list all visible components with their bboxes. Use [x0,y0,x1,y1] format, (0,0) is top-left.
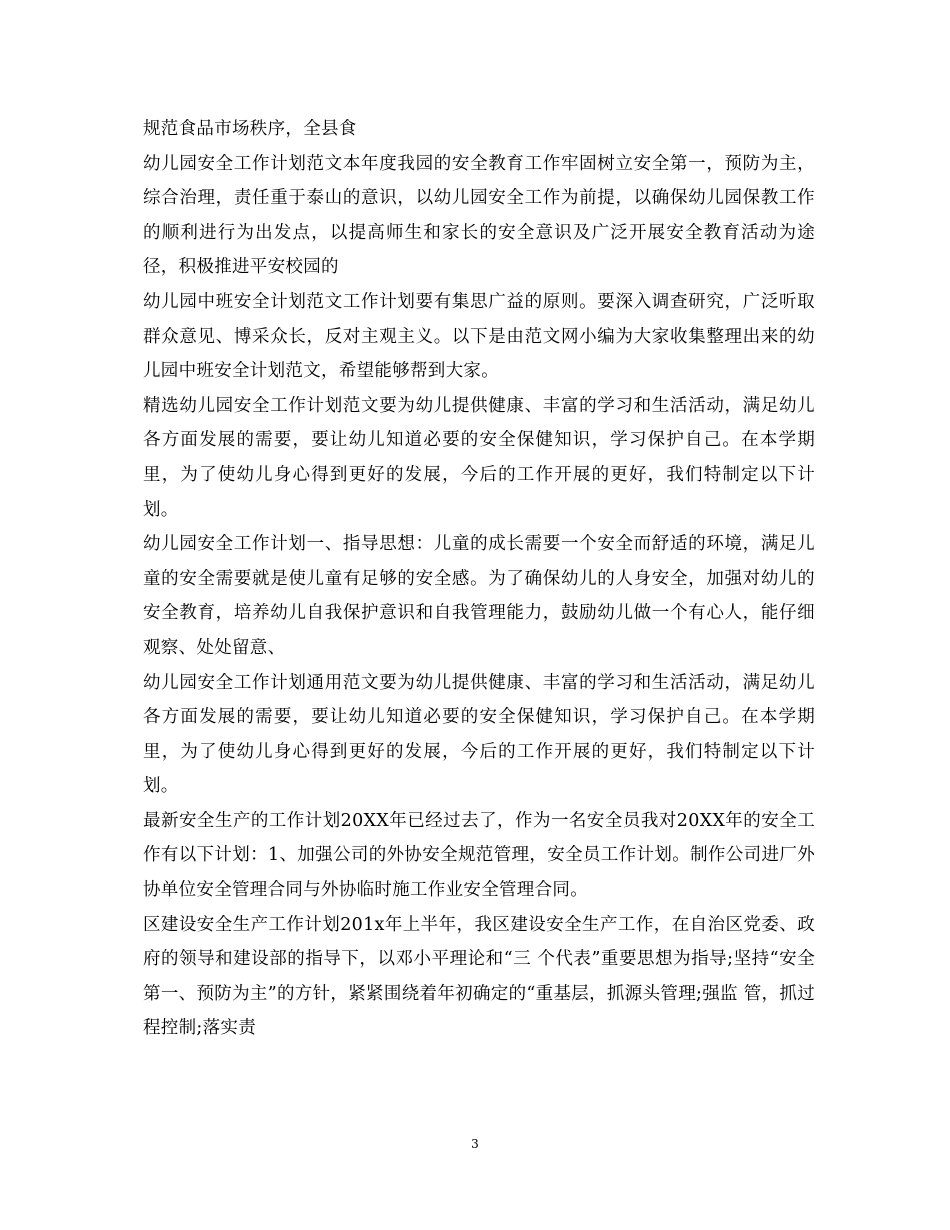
page-number: 3 [471,1137,479,1151]
paragraph-6: 幼儿园安全工作计划通用范文要为幼儿提供健康、丰富的学习和生活活动，满足幼儿各方面发展的需要，要让幼儿知道必要的安全保健知识，学习保护自己。在本学期里，为了使幼儿身心得到更好的发展，今后的工作开展的更好，我们特制定以下计划。 [143,672,815,797]
paragraph-7: 最新安全生产的工作计划20XX年已经过去了，作为一名安全员我对20XX年的安全工作有以下计划：1、加强公司的外协安全规范管理，安全员工作计划。制作公司进厂外协单位安全管理合同与外协临时施工作业安全管理合同。 [143,810,815,901]
paragraph-1: 规范食品市场秩序，全县食 [143,119,357,139]
document-body [143,112,815,1046]
paragraph-3: 幼儿园中班安全计划范文工作计划要有集思广益的原则。要深入调查研究，广泛听取群众意见、博采众长，反对主观主义。以下是由范文网小编为大家收集整理出来的幼儿园中班安全计划范文，希望能够帮到大家。 [143,291,815,382]
paragraph-2: 幼儿园安全工作计划范文本年度我园的安全教育工作牢固树立安全第一，预防为主，综合治理，责任重于泰山的意识，以幼儿园安全工作为前提，以确保幼儿园保教工作的顺利进行为出发点，以提高师生和家长的安全意识及广泛开展安全教育活动为途径，积极推进平安校园的 [143,153,815,278]
paragraph-8: 区建设安全生产工作计划201x年上半年，我区建设安全生产工作，在自治区党委、政府的领导和建设部的指导下，以邓小平理论和“三 个代表”重要思想为指导;坚持“安全第一、预防为主”的方针，紧紧围绕着年初确定的“重基层，抓源头管理;强监 管，抓过程控制;落实责 [143,914,815,1039]
paragraph-5: 幼儿园安全工作计划一、指导思想：儿童的成长需要一个安全而舒适的环境，满足儿童的安全需要就是使儿童有足够的安全感。为了确保幼儿的人身安全，加强对幼儿的安全教育，培养幼儿自我保护意识和自我管理能力，鼓励幼儿做一个有心人，能仔细观察、处处留意、 [143,534,815,658]
paragraph-4: 精选幼儿园安全工作计划范文要为幼儿提供健康、丰富的学习和生活活动，满足幼儿各方面发展的需要，要让幼儿知道必要的安全保健知识，学习保护自己。在本学期里，为了使幼儿身心得到更好的发展，今后的工作开展的更好，我们特制定以下计划。 [143,395,815,520]
